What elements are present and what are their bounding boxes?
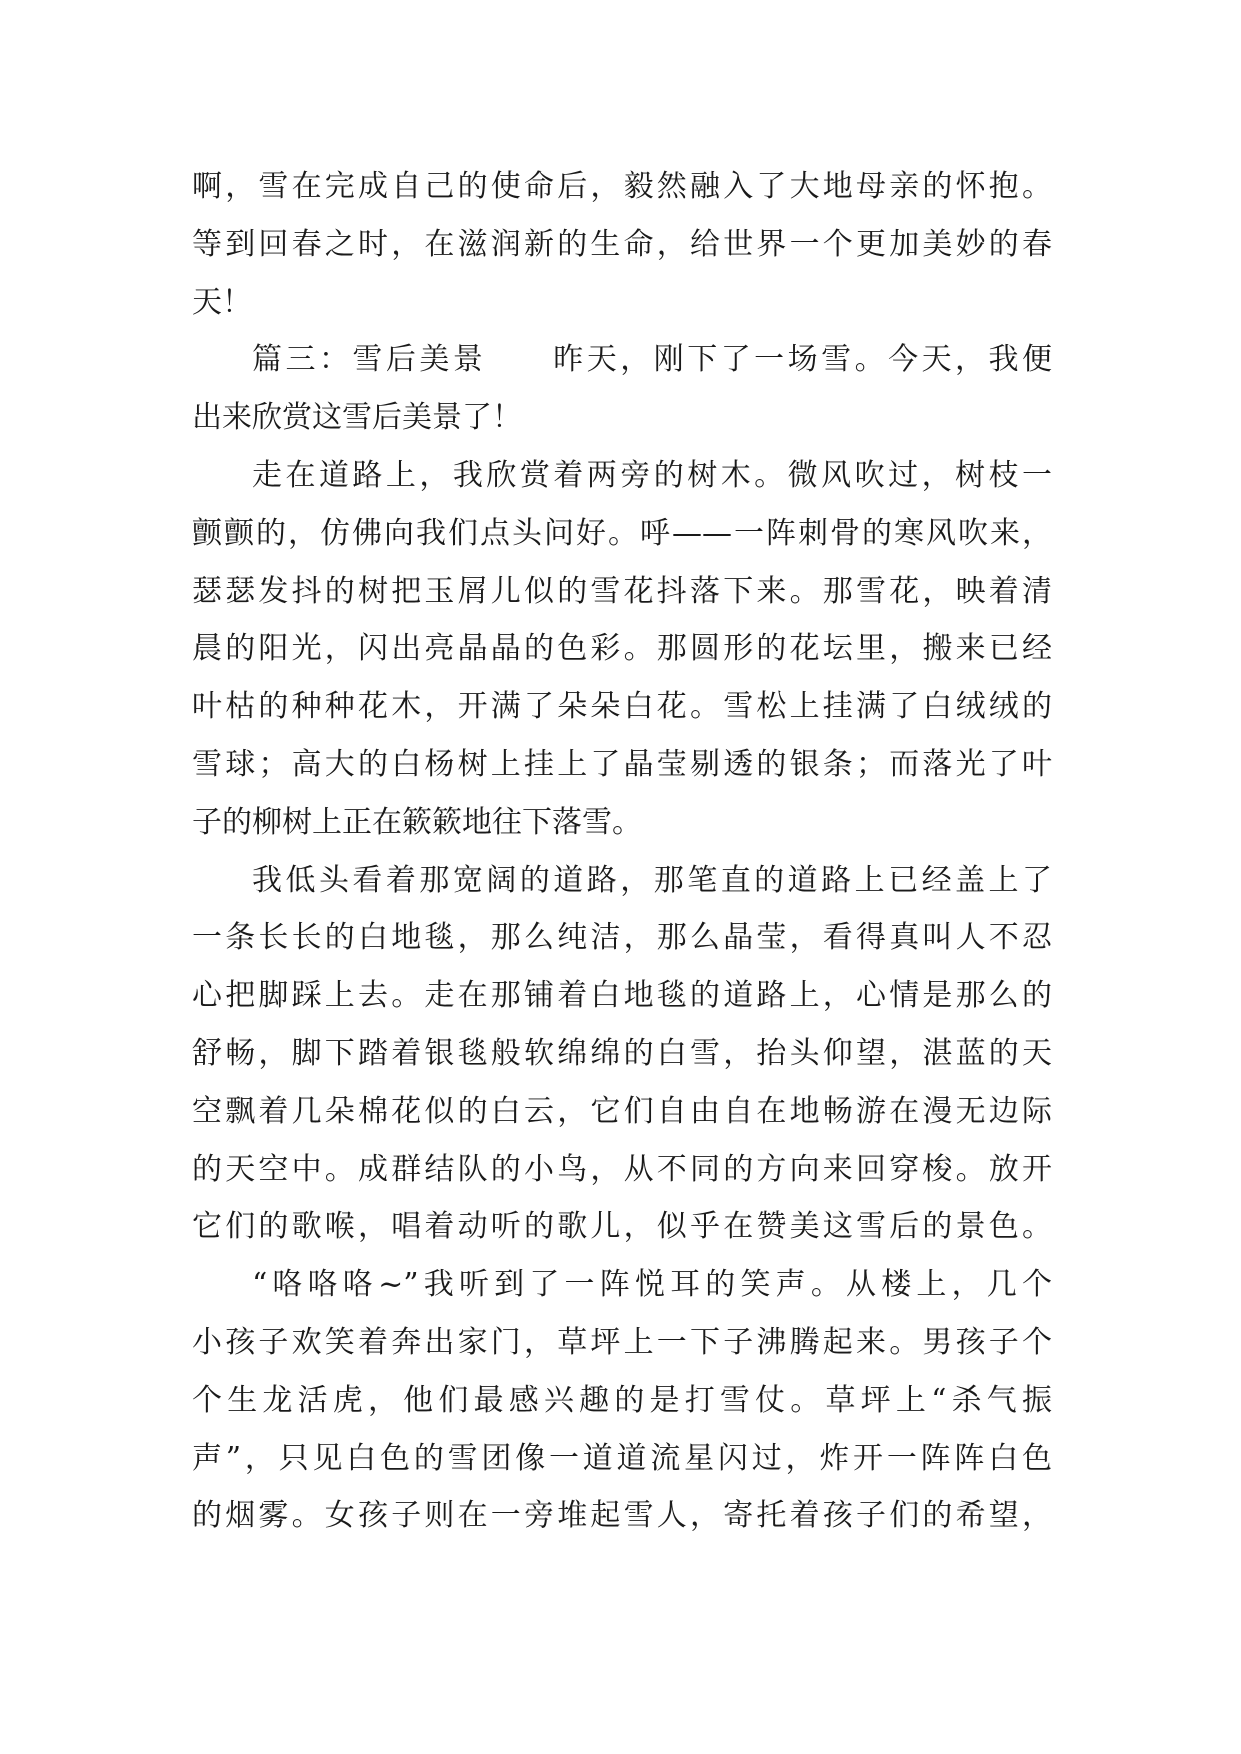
text-line: 空飘着几朵棉花似的白云，它们自由自在地畅游在漫无边际 xyxy=(192,1093,1052,1129)
text-line: 晨的阳光，闪出亮晶晶的色彩。那圆形的花坛里，搬来已经 xyxy=(192,631,1052,667)
text-line: 天！ xyxy=(192,284,252,320)
text-line: 啊，雪在完成自己的使命后，毅然融入了大地母亲的怀抱。 xyxy=(192,169,1052,204)
text-line: 的烟雾。女孩子则在一旁堆起雪人，寄托着孩子们的希望， xyxy=(192,1498,1052,1534)
text-line: 子的柳树上正在簌簌地往下落雪。 xyxy=(192,804,642,840)
text-line: 叶枯的种种花木，开满了朵朵白花。雪松上挂满了白绒绒的 xyxy=(192,689,1052,725)
text-line: 出来欣赏这雪后美景了！ xyxy=(192,400,522,436)
text-line: 等到回春之时，在滋润新的生命，给世界一个更加美妙的春 xyxy=(192,226,1052,262)
text-line: 个生龙活虎，他们最感兴趣的是打雪仗。草坪上“杀气振 xyxy=(192,1382,1052,1418)
text-line: 声”，只见白色的雪团像一道道流星闪过，炸开一阵阵白色 xyxy=(192,1440,1052,1476)
text-line: “咯咯咯~”我听到了一阵悦耳的笑声。从楼上，几个 xyxy=(252,1267,1052,1303)
document-body xyxy=(192,158,1052,1545)
text-line: 一条长长的白地毯，那么纯洁，那么晶莹，看得真叫人不忍 xyxy=(192,920,1052,956)
text-line: 颤颤的，仿佛向我们点头问好。呼——一阵刺骨的寒风吹来， xyxy=(192,515,1052,551)
text-line: 的天空中。成群结队的小鸟，从不同的方向来回穿梭。放开 xyxy=(192,1151,1052,1187)
text-line: 小孩子欢笑着奔出家门，草坪上一下子沸腾起来。男孩子个 xyxy=(192,1324,1052,1360)
text-line: 瑟瑟发抖的树把玉屑儿似的雪花抖落下来。那雪花，映着清 xyxy=(192,573,1052,609)
text-line: 心把脚踩上去。走在那铺着白地毯的道路上，心情是那么的 xyxy=(192,978,1052,1014)
text-line: 走在道路上，我欣赏着两旁的树木。微风吹过，树枝一 xyxy=(252,457,1052,493)
section-heading-line: 篇三：雪后美景 昨天，刚下了一场雪。今天，我便 xyxy=(252,342,1052,378)
text-line: 舒畅，脚下踏着银毯般软绵绵的白雪，抬头仰望，湛蓝的天 xyxy=(192,1035,1052,1071)
text-line: 它们的歌喉，唱着动听的歌儿，似乎在赞美这雪后的景色。 xyxy=(192,1209,1052,1245)
text-line: 雪球；高大的白杨树上挂上了晶莹剔透的银条；而落光了叶 xyxy=(192,746,1052,782)
text-line: 我低头看着那宽阔的道路，那笔直的道路上已经盖上了 xyxy=(252,862,1052,898)
